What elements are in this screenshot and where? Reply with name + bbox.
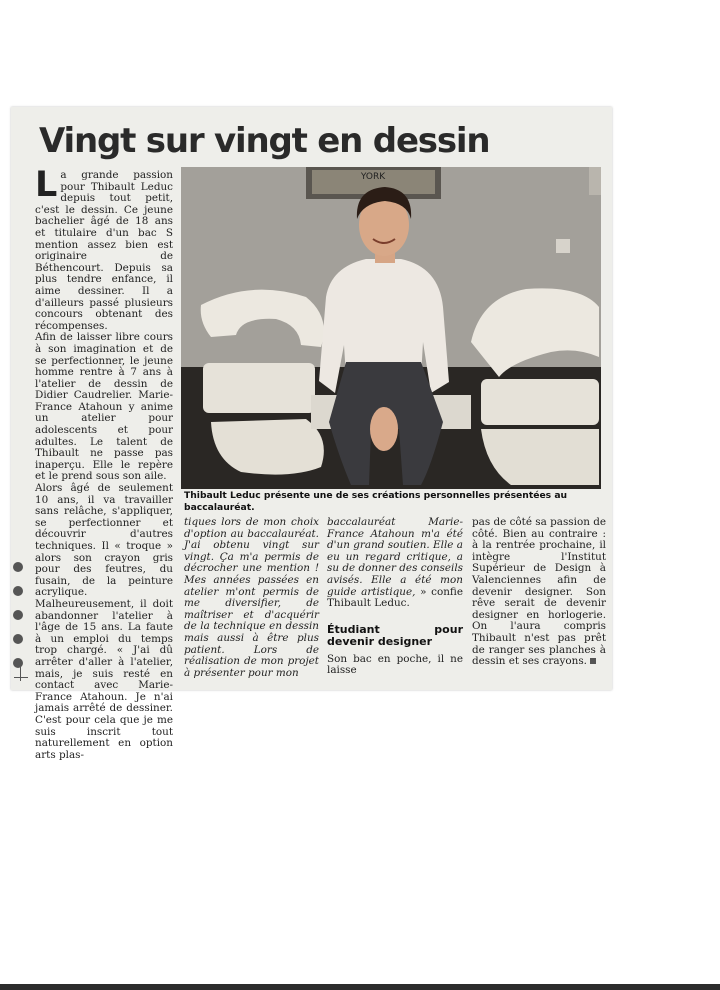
photo-illustration: [181, 167, 601, 489]
paragraph-conclusion: [472, 517, 606, 668]
poster-text: YORK: [360, 172, 386, 182]
binder-hole-icon: [13, 634, 23, 644]
crop-mark-icon: [14, 667, 28, 681]
paragraph-atelier: Afin de laisser libre cours à son imagination et de se perfectionner, le jeune homme rentre à 7 ans à l'atelier de dessin de Didier Caudrelier. Marie-France Atahoun y anime un atelier pour adolescents et pour adultes. Le talent de Thibault ne passe pas inaperçu. Elle le repère et le prend sous son aile.: [35, 331, 173, 483]
quote-continued: tiques lors de mon choix d'option au baccalauréat. J'ai obtenu vingt sur vingt. Ça m'a permis de décrocher une mention ! Mes années passées en atelier m'ont permis de me diversifier, de maîtriser et d'acquérir de la technique en dessin mais aussi à être plus patient. Lors de réalisation de mon projet à présenter pour mon: [184, 516, 319, 679]
paragraph-techniques: Alors âgé de seulement 10 ans, il va travailler sans relâche, s'appliquer, se perfectionner et découvrir d'autres techniques. Il « troque » alors son crayon gris pour des feutres, du fusain, de la peinture acrylique.: [35, 482, 173, 599]
end-square-icon: [590, 658, 596, 664]
article-column-3: [327, 517, 463, 677]
paragraph-bac: Son bac en poche, il ne laisse: [327, 652, 463, 677]
photo-caption: Thibault Leduc présente une de ses créations personnelles présentées au baccalauréat.: [184, 490, 568, 513]
article-photo: [181, 167, 601, 489]
quote-attribution: » confie Thibault Leduc.: [327, 585, 463, 610]
scanner-edge: [0, 984, 720, 990]
binder-hole-icon: [13, 610, 23, 620]
paragraph-conclusion-text: pas de côté sa passion de côté. Bien au contraire : à la rentrée prochaine, il intègre l'Institut Supérieur de Design à Valenciennes afin de devenir designer. Son rêve serait de devenir designer en horlogerie. On l'aura compris Thibault n'est pas prêt de ranger ses planches à dessin et ses crayons.: [472, 516, 607, 668]
headline: Vingt sur vingt en dessin: [39, 121, 490, 161]
article-column-2: [184, 517, 319, 679]
newspaper-clipping: [11, 107, 612, 761]
quote-end: baccalauréat Marie-France Atahoun m'a été d'un grand soutien. Elle a eu un regard critique, a su de donner des conseils avisés. Elle a été mon guide artistique,: [327, 516, 463, 598]
binder-hole-icon: [13, 562, 23, 572]
article-column-4: [472, 517, 606, 668]
article-column-1: [35, 165, 173, 761]
quote-end-paragraph: [327, 517, 463, 610]
drop-cap: L: [35, 165, 58, 205]
paragraph-quote-start: Malheureusement, il doit abandonner l'atelier à l'âge de 15 ans. La faute à un emploi du temps trop chargé. « J'ai dû arrêter d'aller à l'atelier, mais, je suis resté en contact avec Marie-France Atahoun. Je n'ai jamais arrêté de dessiner. C'est pour cela que je me suis inscrit tout naturellement en option arts plas-: [35, 597, 173, 761]
paragraph-intro-text: a grande passion pour Thibault Leduc depuis tout petit, c'est le dessin. Ce jeune bachelier âgé de 18 ans et titulaire d'un bac S mention assez bien est originaire de Béthencourt. Depuis sa plus tendre enfance, il aime dessiner. Il a d'ailleurs passé plusieurs concours obtenant des récompenses.: [35, 169, 173, 332]
binder-hole-icon: [13, 586, 23, 596]
binder-holes: [13, 562, 25, 682]
paragraph-intro: [35, 165, 173, 332]
section-subheading: Étudiant pour devenir designer: [327, 622, 463, 648]
